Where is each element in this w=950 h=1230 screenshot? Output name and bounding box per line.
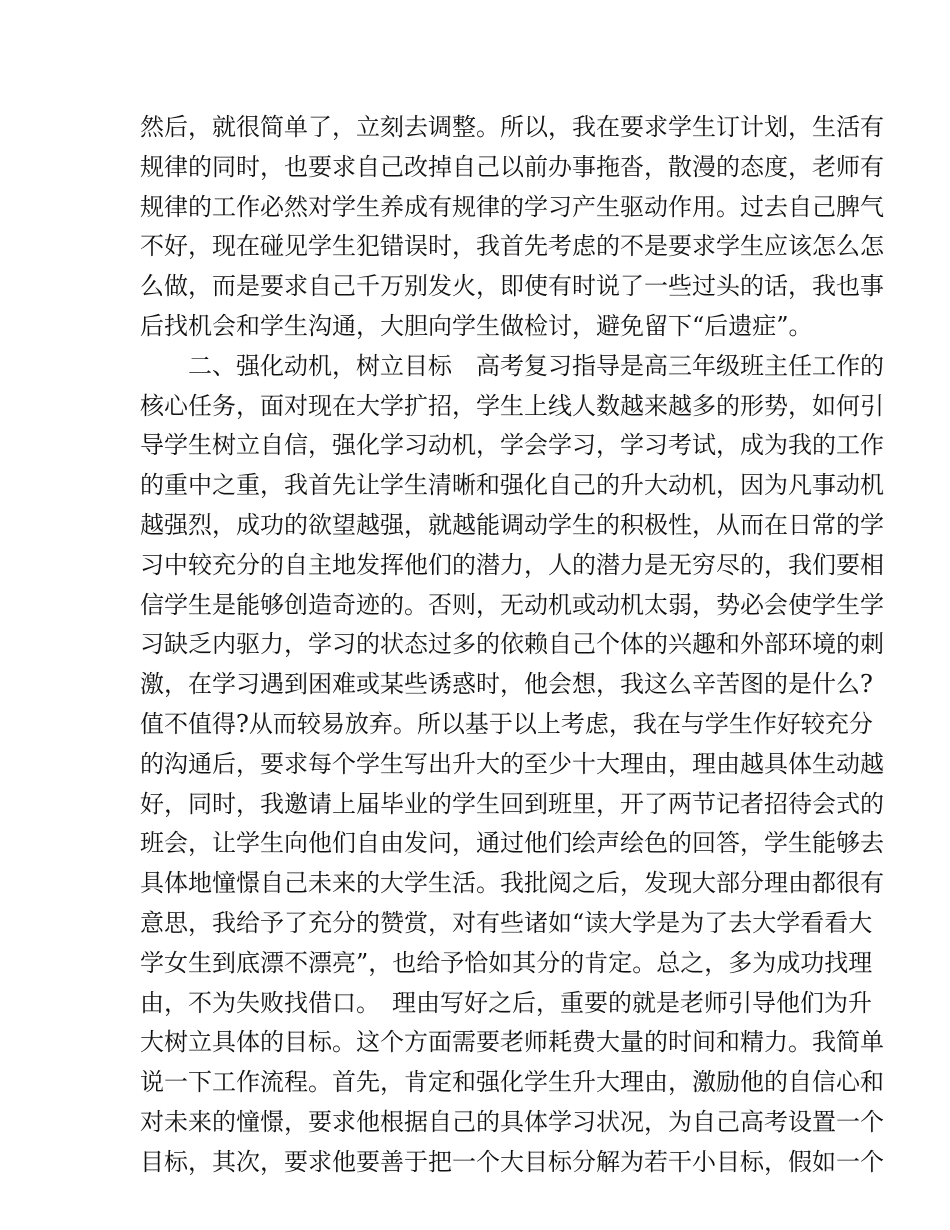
- text-line: 说一下工作流程。首先，肯定和强化学生升大理由，激励他的自信心和: [140, 1068, 884, 1097]
- text-line: 习中较充分的自主地发挥他们的潜力，人的潜力是无穷尽的，我们要相: [140, 550, 884, 579]
- text-line: 班会，让学生向他们自由发问，通过他们绘声绘色的回答，学生能够去: [140, 829, 884, 858]
- text-line: 信学生是能够创造奇迹的。否则，无动机或动机太弱，势必会使学生学: [140, 590, 884, 619]
- text-line: 然后，就很简单了，立刻去调整。所以，我在要求学生订计划，生活有: [140, 113, 884, 141]
- text-line: 大树立具体的目标。这个方面需要老师耗费大量的时间和精力。我简单: [140, 1028, 884, 1057]
- text-line: 学女生到底漂不漂亮”，也给予恰如其分的肯定。总之，多为成功找理: [140, 948, 873, 977]
- text-line: 的重中之重，我首先让学生清晰和强化自己的升大动机，因为凡事动机: [140, 471, 884, 500]
- text-line: 值不值得?从而较易放弃。所以基于以上考虑，我在与学生作好较充分: [140, 709, 873, 738]
- text-line: 导学生树立自信，强化学习动机，学会学习，学习考试，成为我的工作: [140, 431, 884, 460]
- text-line: 么做，而是要求自己千万别发火，即使有时说了一些过头的话，我也事: [140, 272, 884, 301]
- text-line: 习缺乏内驱力，学习的状态过多的依赖自己个体的兴趣和外部环境的刺: [140, 630, 884, 659]
- text-line: 后找机会和学生沟通，大胆向学生做检讨，避免留下“后遗症”。: [140, 311, 813, 340]
- text-line: 规律的同时，也要求自己改掉自己以前办事拖沓，散漫的态度，老师有: [140, 152, 884, 181]
- text-line: 的沟通后，要求每个学生写出升大的至少十大理由，理由越具体生动越: [140, 749, 884, 778]
- text-line: 对未来的憧憬，要求他根据自己的具体学习状况，为自己高考设置一个: [140, 1107, 884, 1136]
- body-text: [140, 108, 884, 1183]
- text-line: 好，同时，我邀请上届毕业的学生回到班里，开了两节记者招待会式的: [140, 789, 884, 818]
- text-line: 目标，其次，要求他要善于把一个大目标分解为若干小目标，假如一个: [140, 1147, 884, 1176]
- text-line: 越强烈，成功的欲望越强，就越能调动学生的积极性，从而在日常的学: [140, 510, 884, 539]
- section-heading-line: 二、强化动机，树立目标 高考复习指导是高三年级班主任工作的: [188, 351, 884, 380]
- text-line: 具体地憧憬自己未来的大学生活。我批阅之后，发现大部分理由都很有: [140, 869, 884, 898]
- text-line: 不好，现在碰见学生犯错误时，我首先考虑的不是要求学生应该怎么怎: [140, 232, 884, 261]
- text-line: 规律的工作必然对学生养成有规律的学习产生驱动作用。过去自己脾气: [140, 192, 884, 221]
- text-line: 由，不为失败找借口。 理由写好之后，重要的就是老师引导他们为升: [140, 988, 872, 1017]
- text-line: 激，在学习遇到困难或某些诱惑时，他会想，我这么辛苦图的是什么?: [140, 670, 873, 699]
- text-line: 核心任务，面对现在大学扩招，学生上线人数越来越多的形势，如何引: [140, 391, 884, 420]
- text-line: 意思，我给予了充分的赞赏，对有些诸如“读大学是为了去大学看看大: [140, 908, 873, 937]
